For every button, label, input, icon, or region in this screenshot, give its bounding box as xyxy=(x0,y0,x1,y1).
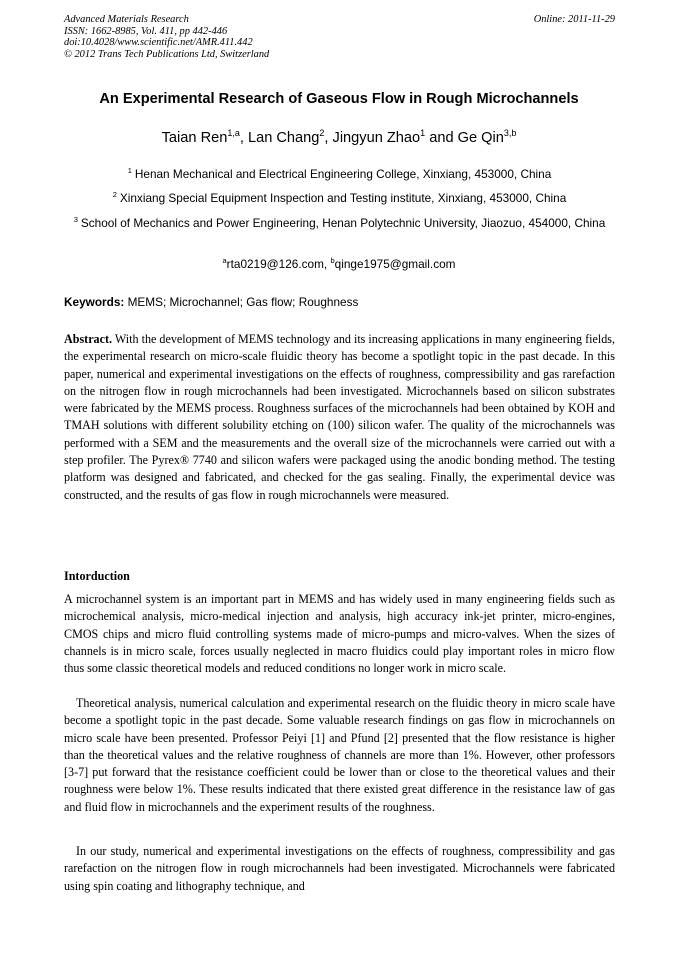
author-separator: , xyxy=(239,130,248,146)
affiliation-3 xyxy=(64,214,615,232)
author-name: Ge Qin xyxy=(457,130,504,146)
author-superscript: 3,b xyxy=(503,128,517,138)
email-superscript: b xyxy=(330,256,335,265)
affiliation-text: Xinxiang Special Equipment Inspection and Testing institute, Xinxiang, 453000, China xyxy=(119,191,567,205)
keywords-text: MEMS; Microchannel; Gas flow; Roughness xyxy=(127,295,359,309)
abstract-text: With the development of MEMS technology and its increasing applications in many engineering fields, the experimental research on micro-scale fluidic theory has become a spotlight topic in the past decade. In this paper, numerical and experimental investigations on the effects of roughness, compressibility and gas rarefaction on the nitrogen flow in rough microchannels had been investigated. Microchannels based on silicon substrates were fabricated by the MEMS process. Roughness surfaces of the microchannels had been obtained by KOH and TMAH solutions with different solubility etching on (100) silicon wafer. The quality of the microchannels was performed with a SEM and the measurements and the overall size of the microchannels were carried out with a step profiler. The Pyrex® 7740 and silicon wafers were packaged using the anodic bonding method. The testing platform was designed and fabricated, and checked for the gas sealing. Finally, the experimental device was constructed, and the results of gas flow in rough microchannels were measured. xyxy=(64,332,615,502)
email-separator: , xyxy=(323,257,331,271)
doi-line: doi:10.4028/www.scientific.net/AMR.411.442 xyxy=(64,37,253,49)
affiliation-superscript: 2 xyxy=(112,190,117,199)
affiliation-superscript: 1 xyxy=(127,166,132,175)
intro-paragraph-2: Theoretical analysis, numerical calculation and experimental research on the fluidic theory in micro scale have become a spotlight topic in the past decade. Some valuable research findings on gas flow in microchannels on micro scale have been presented. Professor Peiyi [1] and Pfund [2] presented that the flow resistance is higher than the theoretical values and the relative roughness of channels are more than 1%. However, other professors [3-7] put forward that the resistance coefficient could be lower than or close to the theoretical values and their roughness were below 1%. These results indicated that there existed great difference in the resistance law of gas and fluid flow in microchannels and the experiment results of the roughness. xyxy=(64,696,615,814)
affiliation-2 xyxy=(64,189,615,207)
intro-paragraph-3: In our study, numerical and experimental investigations on the effects of roughness, compressibility and gas rarefaction on the nitrogen flow in rough microchannels had been investigated. Microchannels were fabricated using spin coating and lithography technique, and xyxy=(64,844,615,893)
email-link-b[interactable]: qinge1975@gmail.com xyxy=(334,257,456,271)
author-superscript: 1,a xyxy=(227,128,240,138)
online-date: Online: 2011-11-29 xyxy=(533,14,615,25)
journal-header xyxy=(64,14,615,60)
email-superscript: a xyxy=(222,256,227,265)
affiliation-superscript: 3 xyxy=(73,215,78,224)
affiliation-text: Henan Mechanical and Electrical Engineering College, Xinxiang, 453000, China xyxy=(134,167,552,181)
author-name: Jingyun Zhao xyxy=(332,130,421,146)
author-superscript: 2 xyxy=(319,128,325,138)
email-link-a[interactable]: rta0219@126.com xyxy=(226,257,324,271)
affiliation-1 xyxy=(64,165,615,183)
author-separator: , xyxy=(324,130,333,146)
keywords-label: Keywords: xyxy=(64,295,125,309)
section-heading: Intorduction xyxy=(64,569,130,583)
author-separator: and xyxy=(425,130,458,146)
author-name: Taian Ren xyxy=(161,130,228,146)
journal-name: Advanced Materials Research xyxy=(64,14,189,25)
paper-title: An Experimental Research of Gaseous Flow in Rough Microchannels xyxy=(99,91,579,107)
keywords-line xyxy=(64,295,615,309)
author-name: Lan Chang xyxy=(247,130,320,146)
author-list xyxy=(0,130,678,146)
abstract-paragraph xyxy=(64,331,615,504)
author-emails xyxy=(0,257,678,271)
affiliation-text: School of Mechanics and Power Engineering, Henan Polytechnic University, Jiaozuo, 454000, China xyxy=(80,216,606,230)
author-superscript: 1 xyxy=(420,128,426,138)
abstract-label: Abstract. xyxy=(64,332,113,346)
copyright-line: © 2012 Trans Tech Publications Ltd, Switzerland xyxy=(64,48,270,60)
issn-line: ISSN: 1662-8985, Vol. 411, pp 442-446 xyxy=(64,25,228,37)
intro-paragraph-1: A microchannel system is an important part in MEMS and has widely used in many engineering fields such as microchemical analysis, micro-medical injection and analysis, high accuracy ink-jet printer, micro-engines, CMOS chips and micro fluid controlling systems made of micro-pumps and micro-valves. When the sizes of channels is in micro scale, forces usually neglected in macro fluidics could play important roles in micro flow thus some classic theoretical models and reduced conditions no longer work in micro scale. xyxy=(64,592,615,676)
